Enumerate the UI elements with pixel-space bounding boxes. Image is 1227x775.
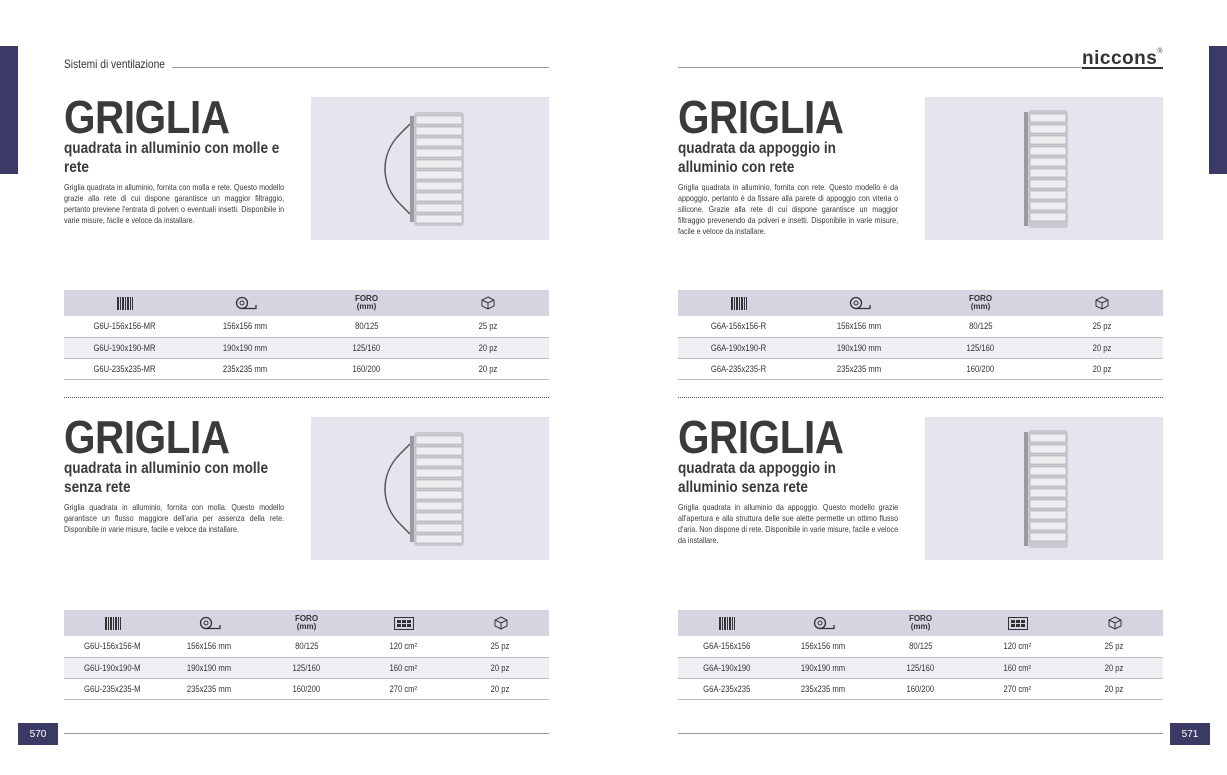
header-rule-right: [678, 67, 1084, 68]
spec-table: [678, 290, 1163, 380]
product-subtitle: quadrata da appoggio in alluminio con rete: [678, 140, 836, 176]
left-edge-tab: [0, 46, 18, 174]
product-photo: [311, 417, 549, 560]
product-title: GRIGLIA: [64, 411, 230, 463]
spec-table: [64, 610, 549, 700]
barcode-icon: [678, 290, 799, 316]
section-divider: [64, 397, 549, 398]
barcode-icon: [678, 610, 775, 636]
spec-table: [678, 610, 1163, 700]
hole-diameter-header: FORO (mm): [872, 610, 969, 636]
table-row: G6U-190x190-MR 190x190 mm 125/160 20 pz: [64, 337, 549, 358]
product-description: Griglia quadrata in alluminio, fornita con rete. Questo modello è da appoggio, pertanto è da fissare alla parete di appoggio con viteria o silicone. Grazie alla rete di cui dispone garantisce un maggior filtraggio prevenendo da polveri e insetti. Disponibile in varie misure, facile e veloce da installare.: [678, 182, 899, 236]
product-subtitle: quadrata in alluminio con molle senza rete: [64, 460, 269, 496]
grille-flush-image: [984, 424, 1104, 554]
box-icon: [1066, 610, 1163, 636]
table-row: G6U-235x235-MR 235x235 mm 160/200 20 pz: [64, 358, 549, 379]
product-card: [64, 91, 550, 226]
table-row: G6U-190x190-M 190x190 mm 125/160 160 cm² 20 pz: [64, 657, 549, 678]
table-row: G6A-156x156-R 156x156 mm 80/125 25 pz: [678, 316, 1163, 337]
table-row: G6A-156x156 156x156 mm 80/125 120 cm² 25 pz: [678, 636, 1163, 657]
product-card: [678, 411, 1164, 546]
product-subtitle: quadrata in alluminio con molle e rete: [64, 140, 280, 176]
header-rule-left: [172, 67, 549, 68]
product-card: [678, 91, 1164, 237]
grid-area-icon: [355, 610, 452, 636]
tape-measure-icon: [161, 610, 258, 636]
footer-rule-right: [678, 733, 1163, 734]
right-edge-tab: [1209, 46, 1227, 174]
product-card: [64, 411, 550, 535]
product-photo: [925, 97, 1163, 240]
barcode-icon: [64, 610, 161, 636]
grille-with-springs-image: [370, 104, 490, 234]
product-description: Griglia quadrata in alluminio da appoggio. Questo modello grazie all'apertura e alla struttura delle sue alette permette un ottimo flusso d'aria. Non dispone di rete. Disponibile in varie misure, facile e veloce da installare.: [678, 502, 899, 545]
hole-diameter-header: FORO (mm): [258, 610, 355, 636]
grille-with-springs-image: [370, 424, 490, 554]
tape-measure-icon: [799, 290, 920, 316]
product-description: Griglia quadrata in alluminio, fornita con molla e rete. Questo modello grazie alla rete di cui dispone garantisce un maggior filtraggio, pertanto previene l'entrata di polveri o eventuali insetti. Disponibile in varie misure, facile e veloce da installare.: [64, 182, 285, 225]
box-icon: [1041, 290, 1163, 316]
brand-logo: niccons®: [1082, 48, 1163, 69]
table-row: G6A-190x190-R 190x190 mm 125/160 20 pz: [678, 337, 1163, 358]
table-row: G6U-156x156-M 156x156 mm 80/125 120 cm² 25 pz: [64, 636, 549, 657]
tape-measure-icon: [185, 290, 306, 316]
product-subtitle: quadrata da appoggio in alluminio senza rete: [678, 460, 836, 496]
hole-diameter-header: FORO (mm): [306, 290, 427, 316]
product-title: GRIGLIA: [64, 91, 230, 143]
spec-table: [64, 290, 549, 380]
table-row: G6A-235x235 235x235 mm 160/200 270 cm² 20 pz: [678, 678, 1163, 699]
tape-measure-icon: [775, 610, 872, 636]
box-icon: [427, 290, 549, 316]
product-title: GRIGLIA: [678, 411, 844, 463]
product-photo: [311, 97, 549, 240]
grille-flush-image: [984, 104, 1104, 234]
page-number-left: 570: [18, 723, 58, 745]
product-title: GRIGLIA: [678, 91, 844, 143]
section-divider: [678, 397, 1163, 398]
table-row: G6U-235x235-M 235x235 mm 160/200 270 cm² 20 pz: [64, 678, 549, 699]
product-description: Griglia quadrata in alluminio, fornita con molla. Questo modello garantisce un flusso maggiore dell'aria per assenza della rete. Disponibile in varie misure, facile e veloce da installare.: [64, 502, 285, 534]
box-icon: [452, 610, 549, 636]
table-row: G6U-156x156-MR 156x156 mm 80/125 25 pz: [64, 316, 549, 337]
grid-area-icon: [969, 610, 1066, 636]
table-row: G6A-235x235-R 235x235 mm 160/200 20 pz: [678, 358, 1163, 379]
section-label: Sistemi di ventilazione: [64, 57, 165, 71]
footer-rule-left: [64, 733, 549, 734]
page-number-right: 571: [1170, 723, 1210, 745]
barcode-icon: [64, 290, 185, 316]
hole-diameter-header: FORO (mm): [920, 290, 1041, 316]
table-row: G6A-190x190 190x190 mm 125/160 160 cm² 20 pz: [678, 657, 1163, 678]
product-photo: [925, 417, 1163, 560]
